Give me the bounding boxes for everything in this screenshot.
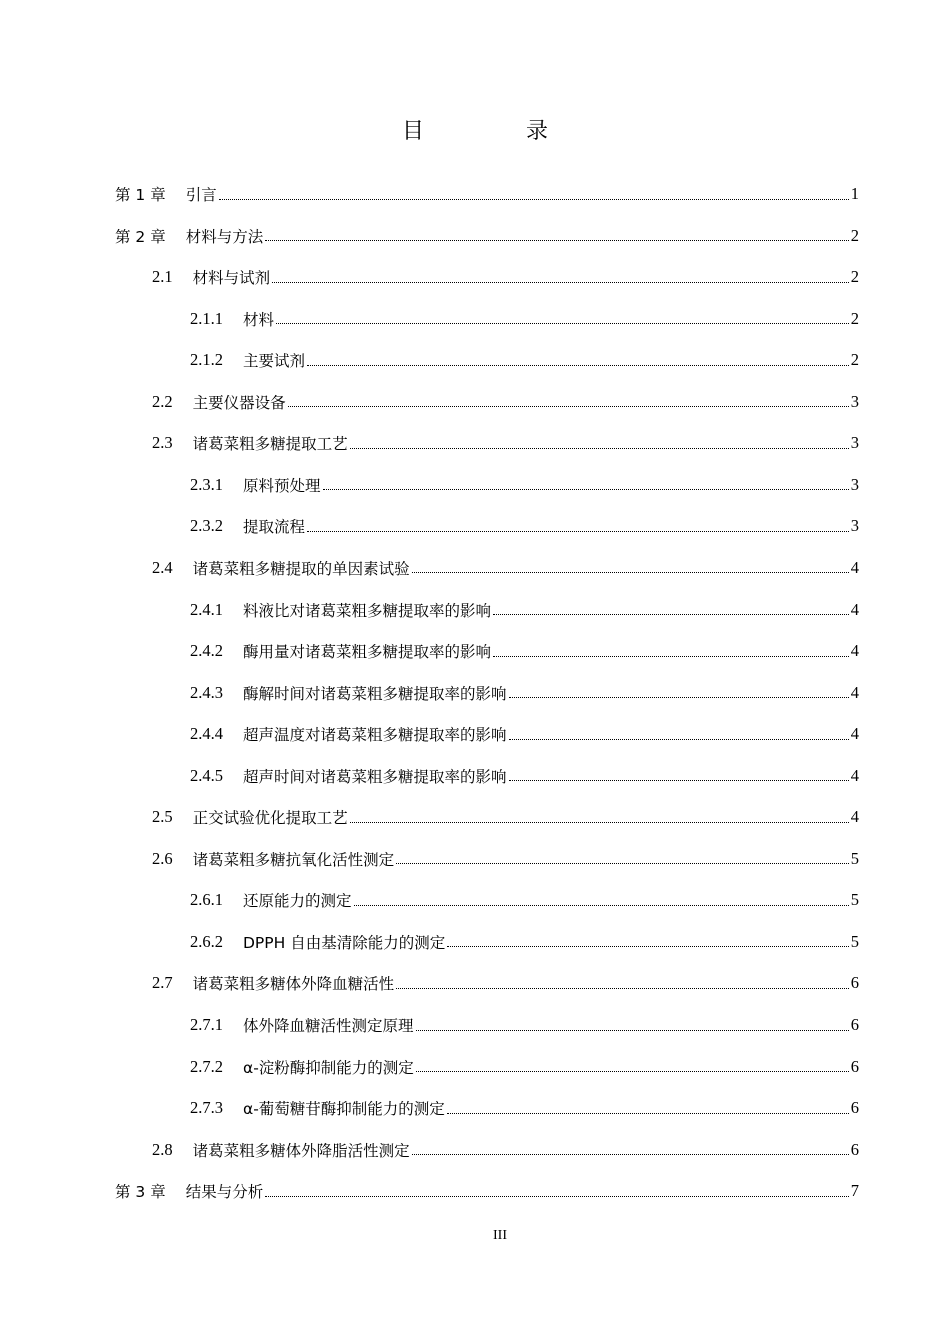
toc-entry-page: 4	[850, 682, 859, 702]
dot-leader	[509, 739, 849, 740]
dot-leader	[447, 1113, 849, 1114]
toc-entry-number: 2.1.2	[190, 350, 223, 370]
toc-entry[interactable]	[115, 176, 859, 212]
dot-leader	[416, 1071, 849, 1072]
toc-entry-page: 6	[850, 1098, 859, 1118]
toc-entry-title: 诸葛菜粗多糖体外降血糖活性	[192, 975, 395, 994]
toc-entry-title: α-淀粉酶抑制能力的测定	[243, 1058, 414, 1077]
dot-leader	[412, 572, 849, 573]
toc-entry[interactable]	[190, 924, 859, 960]
toc-entry-page: 6	[850, 1015, 859, 1034]
toc-entry-number: 2.8	[152, 1139, 173, 1159]
toc-entry[interactable]	[152, 799, 859, 835]
dot-leader	[265, 1196, 849, 1197]
page-number: III	[493, 1228, 507, 1243]
toc-entry[interactable]	[152, 259, 859, 295]
toc-entry[interactable]	[190, 882, 859, 918]
dot-leader	[412, 1154, 849, 1155]
toc-entry[interactable]	[190, 633, 859, 669]
toc-entry[interactable]	[152, 425, 859, 461]
toc-entry-number: 2.4	[152, 557, 173, 577]
toc-entry-number: 2.7.1	[190, 1015, 223, 1034]
toc-entry[interactable]	[152, 384, 859, 420]
toc-entry[interactable]	[190, 1090, 859, 1126]
toc-entry[interactable]	[190, 467, 859, 503]
toc-entry-number: 第 2 章	[115, 227, 166, 246]
toc-entry-number: 2.7.2	[190, 1056, 223, 1076]
toc-entry-page: 2	[850, 308, 859, 328]
toc-entry-page: 6	[850, 1056, 859, 1076]
toc-entry-number: 2.3	[152, 433, 173, 453]
toc-entry-page: 4	[850, 641, 859, 661]
toc-entry-title: 还原能力的测定	[243, 892, 352, 911]
toc-entry-number: 2.1.1	[190, 308, 223, 328]
dot-leader	[288, 406, 849, 407]
toc-entry[interactable]	[152, 1132, 859, 1168]
toc-entry[interactable]	[152, 841, 859, 877]
toc-entry-page: 5	[850, 890, 859, 910]
toc-entry-title: 超声温度对诸葛菜粗多糖提取率的影响	[243, 726, 507, 745]
toc-entry-page: 4	[850, 724, 859, 744]
toc-entry-page: 4	[850, 765, 859, 785]
dot-leader	[323, 489, 849, 490]
toc-entry-title: 结果与分析	[185, 1183, 264, 1202]
toc-entry-number: 第 1 章	[115, 186, 166, 204]
dot-leader	[307, 365, 849, 366]
toc-entry-title: 提取流程	[243, 518, 306, 537]
toc-entry[interactable]	[190, 1007, 859, 1043]
toc-entry-title: 酶解时间对诸葛菜粗多糖提取率的影响	[243, 684, 507, 703]
toc-entry[interactable]	[190, 758, 859, 794]
toc-entry[interactable]	[190, 342, 859, 378]
toc-entry-title: 酶用量对诸葛菜粗多糖提取率的影响	[243, 643, 492, 662]
toc-entry-number: 2.6.2	[190, 931, 223, 951]
toc-entry-title: 诸葛菜粗多糖提取的单因素试验	[192, 559, 410, 578]
page-title: 目 录	[401, 119, 588, 144]
toc-entry-title: 原料预处理	[243, 476, 321, 495]
toc-entry-number: 2.4.5	[190, 765, 223, 785]
dot-leader	[276, 323, 849, 324]
toc-entry-page: 3	[850, 433, 859, 453]
toc-entry-number: 2.3.2	[190, 516, 223, 536]
dot-leader	[265, 240, 849, 241]
toc-entry-number: 2.7.3	[190, 1098, 223, 1118]
toc-entry-page: 2	[850, 225, 859, 245]
toc-entry-title: 诸葛菜粗多糖抗氧化活性测定	[192, 850, 395, 869]
toc-entry-title: 超声时间对诸葛菜粗多糖提取率的影响	[243, 767, 507, 786]
toc-entry-title: DPPH 自由基清除能力的测定	[243, 933, 446, 952]
toc-entry-title: 主要仪器设备	[192, 393, 286, 412]
toc-entry-number: 2.4.1	[190, 599, 223, 619]
toc-entry-number: 2.5	[152, 807, 173, 827]
toc-entry-page: 4	[850, 557, 859, 577]
toc-entry-title: 主要试剂	[243, 352, 306, 371]
toc-entry[interactable]	[152, 550, 859, 586]
toc-entry-page: 6	[850, 1139, 859, 1159]
toc-entry[interactable]	[190, 1049, 859, 1085]
dot-leader	[307, 531, 849, 532]
dot-leader	[493, 656, 849, 657]
dot-leader	[272, 282, 849, 283]
toc-entry-number: 2.4.3	[190, 682, 223, 702]
toc-entry[interactable]	[152, 965, 859, 1001]
toc-entry-number: 2.6.1	[190, 890, 223, 910]
dot-leader	[509, 780, 849, 781]
toc-entry-page: 1	[850, 184, 859, 203]
toc-entry-title: 诸葛菜粗多糖提取工艺	[192, 435, 348, 454]
toc-entry-page: 3	[850, 391, 859, 411]
dot-leader	[350, 448, 849, 449]
toc-entry-page: 3	[850, 474, 859, 494]
toc-entry[interactable]	[190, 301, 859, 337]
toc-entry-page: 5	[850, 931, 859, 951]
dot-leader	[509, 697, 849, 698]
toc-entry-title: α-葡萄糖苷酶抑制能力的测定	[243, 1100, 445, 1119]
toc-entry[interactable]	[190, 675, 859, 711]
toc-entry-page: 2	[850, 267, 859, 287]
toc-entry-number: 2.4.2	[190, 641, 223, 661]
toc-entry-page: 7	[850, 1181, 859, 1201]
toc-entry-title: 材料与试剂	[192, 269, 271, 288]
toc-entry-title: 材料与方法	[185, 227, 264, 246]
toc-entry-title: 体外降血糖活性测定原理	[243, 1017, 414, 1035]
toc-entry-number: 2.4.4	[190, 724, 223, 744]
toc-entry-page: 3	[850, 516, 859, 536]
toc-entry-title: 诸葛菜粗多糖体外降脂活性测定	[192, 1141, 410, 1160]
toc-entry-number: 2.2	[152, 391, 173, 411]
toc-entry[interactable]	[190, 592, 859, 628]
toc-entry-title: 材料	[243, 310, 275, 329]
toc-entry-number: 2.7	[152, 973, 173, 993]
dot-leader	[493, 614, 849, 615]
dot-leader	[396, 863, 849, 864]
toc-entry-title: 料液比对诸葛菜粗多糖提取率的影响	[243, 601, 492, 620]
toc-entry-page: 5	[850, 848, 859, 868]
toc-entry-number: 第 3 章	[115, 1183, 166, 1202]
toc-entry-page: 4	[850, 807, 859, 827]
toc-entry[interactable]	[190, 508, 859, 544]
toc-entry-page: 6	[850, 973, 859, 993]
toc-entry-title: 引言	[185, 186, 217, 204]
toc-entry-number: 2.6	[152, 848, 173, 868]
toc-entry-title: 正交试验优化提取工艺	[192, 809, 348, 828]
dot-leader	[396, 988, 849, 989]
toc-entry[interactable]	[190, 716, 859, 752]
toc-entry[interactable]	[115, 218, 859, 254]
dot-leader	[416, 1030, 849, 1031]
dot-leader	[354, 905, 849, 906]
toc-entry-number: 2.1	[152, 267, 173, 287]
toc-entry-page: 4	[850, 599, 859, 619]
toc-entry-number: 2.3.1	[190, 474, 223, 494]
dot-leader	[219, 199, 849, 200]
toc-entry-page: 2	[850, 350, 859, 370]
toc-entry[interactable]	[115, 1173, 859, 1209]
dot-leader	[350, 822, 849, 823]
dot-leader	[447, 946, 849, 947]
